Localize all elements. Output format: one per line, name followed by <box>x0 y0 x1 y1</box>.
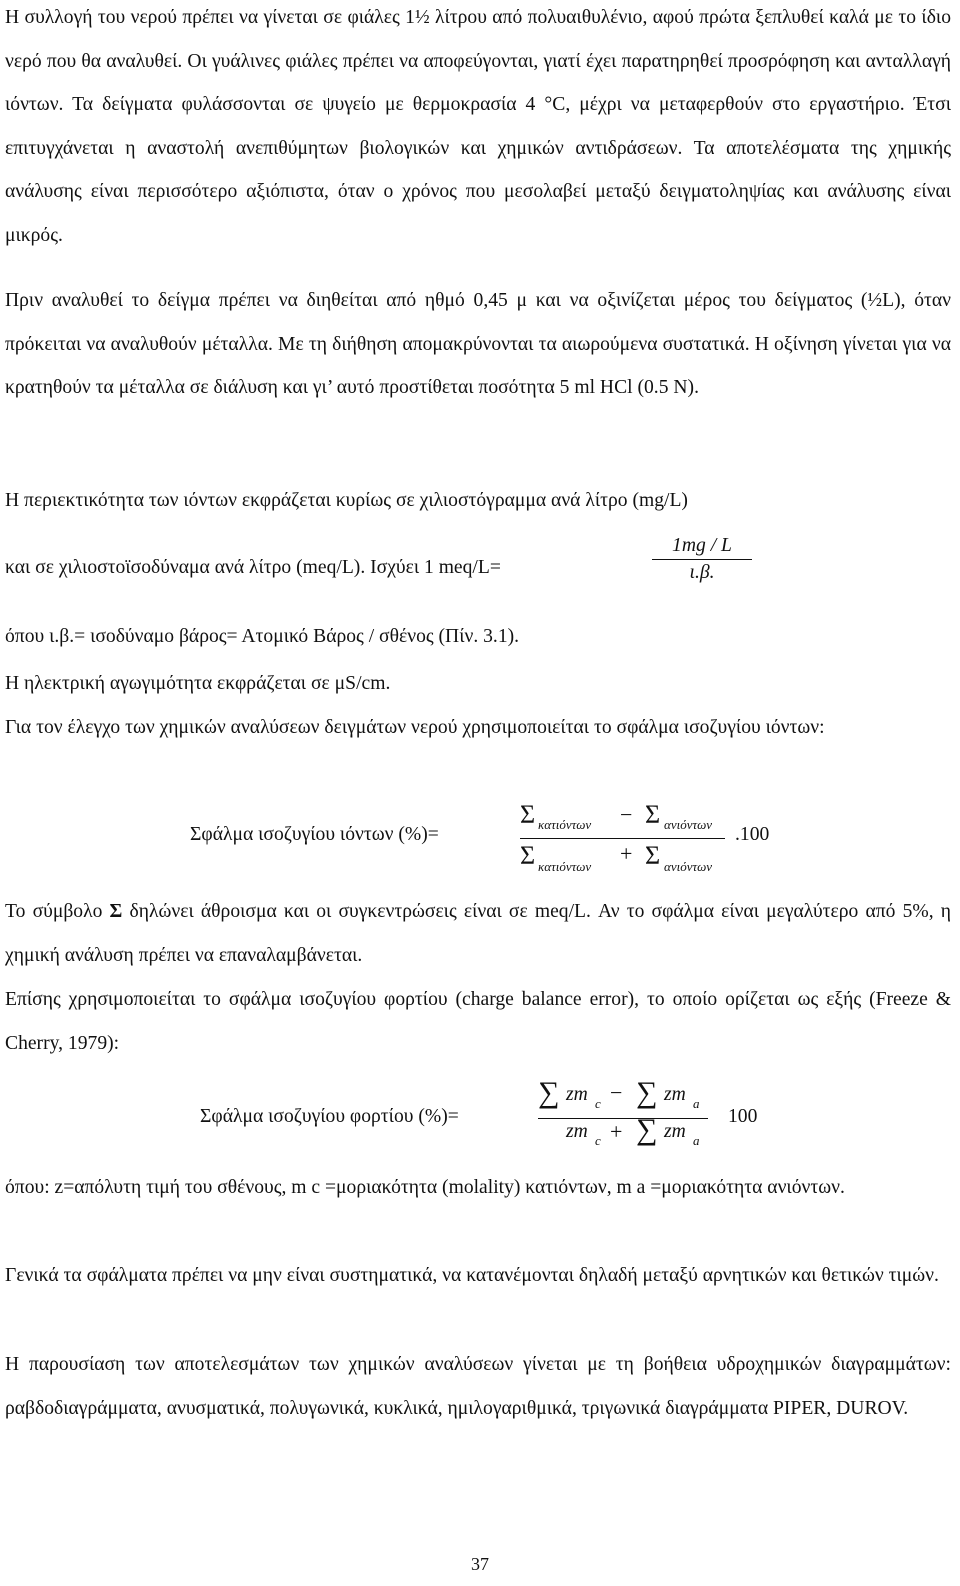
minus-sign: − <box>610 1080 623 1105</box>
sum-symbol: ∑ <box>636 1076 658 1109</box>
charge-balance-formula-label: Σφάλμα ισοζυγίου φορτίου (%)= <box>200 1106 459 1127</box>
sum-symbol: ∑ <box>538 1076 560 1109</box>
multiplier-100: 100 <box>728 1106 758 1127</box>
plus-sign: + <box>620 841 633 866</box>
sum-symbol: Σ <box>645 800 661 829</box>
paragraph-filtration: Πριν αναλυθεί το δείγμα πρέπει να διηθείται από ηθμό 0,45 μ και να οξινίζεται μέρος του δείγματος (½L), όταν πρόκειται να αναλυθούν μέταλλα. Με τη διήθηση απομακρύνονται τα αιωρούμενα συστατικά. Η οξίνηση γίνεται για να κρατηθούν τα μέταλλα σε διάλυση και γι’ αυτό προστίθεται ποσότητα 5 ml HCl (0.5 N). <box>5 290 951 398</box>
subscript-a: a <box>693 1133 700 1148</box>
fraction-bar <box>652 559 752 560</box>
paragraph-ion-balance-intro: Για τον έλεγχο των χημικών αναλύσεων δειγμάτων νερού χρησιμοποιείται το σφάλμα ισοζυγίου ιόντων: <box>5 717 825 738</box>
zm-term: zm <box>664 1121 686 1142</box>
subscript-a: a <box>693 1096 700 1111</box>
meq-definition-text: και σε χιλιοστοϊσοδύναμα ανά λίτρο (meq/L). Ισχύει 1 meq/L= <box>5 557 501 578</box>
page-number: 37 <box>471 1554 489 1574</box>
ion-balance-fraction <box>520 802 725 873</box>
paragraph-charge-balance-intro: Επίσης χρησιμοποιείται το σφάλμα ισοζυγίου φορτίου (charge balance error), το οποίο ορίζεται ως εξής (Freeze & Cherry, 1979): <box>5 989 951 1054</box>
sigma-meaning-text-end: δηλώνει άθροισμα και οι συγκεντρώσεις είναι σε meq/L. Αν το σφάλμα είναι μεγαλύτερο από 5%, η χημική ανάλυση πρέπει να επαναλαμβάνεται. <box>5 901 951 966</box>
subscript-c: c <box>595 1096 601 1111</box>
paragraph-equivalent-weight: όπου ι.β.= ισοδύναμο βάρος= Ατομικό Βάρος / σθένος (Πίν. 3.1). <box>5 626 520 647</box>
zm-term: zm <box>664 1084 686 1105</box>
meq-fraction-denominator: ι.β. <box>689 562 715 583</box>
meq-fraction <box>652 535 752 584</box>
paragraph-diagrams: Η παρουσίαση των αποτελεσμάτων των χημικών αναλύσεων γίνεται με τη βοήθεια υδροχημικών διαγραμμάτων: ραβδοδιαγράμματα, ανυσματικά, πολυγωνικά, κυκλικά, ημιλογαριθμικά, τριγωνικά διαγράμματα PIPER, DUROV. <box>5 1354 951 1419</box>
paragraph-conductivity: Η ηλεκτρική αγωγιμότητα εκφράζεται σε μS/cm. <box>5 673 391 694</box>
cations-subscript: κατιόντων <box>538 817 592 832</box>
subscript-c: c <box>595 1133 601 1148</box>
paragraph-systematic-errors: Γενικά τα σφάλματα πρέπει να μην είναι συστηματικά, να κατανέμονται δηλαδή μεταξύ αρνητικών και θετικών τιμών. <box>5 1265 939 1286</box>
sigma-meaning-text-start: Το σύμβολο <box>5 901 110 922</box>
anions-subscript: ανιόντων <box>664 859 713 874</box>
sum-symbol: Σ <box>520 841 536 870</box>
paragraph-variable-definitions: όπου: z=απόλυτη τιμή του σθένους, m c =μοριακότητα (molality) κατιόντων, m a =μοριακότητα ανιόντων. <box>5 1177 845 1198</box>
multiplier-100: .100 <box>735 824 770 845</box>
sum-symbol: Σ <box>645 841 661 870</box>
minus-sign: − <box>620 802 633 827</box>
sigma-symbol: Σ <box>109 901 123 922</box>
sum-symbol: ∑ <box>636 1113 658 1146</box>
charge-balance-fraction <box>538 1076 718 1155</box>
cations-subscript: κατιόντων <box>538 859 592 874</box>
paragraph-concentration-line1: Η περιεκτικότητα των ιόντων εκφράζεται κυρίως σε χιλιοστόγραμμα ανά λίτρο (mg/L) <box>5 490 688 511</box>
zm-term: zm <box>566 1084 588 1105</box>
meq-fraction-numerator: 1mg / L <box>672 535 732 556</box>
ion-balance-formula-label: Σφάλμα ισοζυγίου ιόντων (%)= <box>190 824 439 845</box>
paragraph-water-collection: Η συλλογή του νερού πρέπει να γίνεται σε φιάλες 1½ λίτρου από πολυαιθυλένιο, αφού πρώτα ξεπλυθεί καλά με το ίδιο νερό που θα αναλυθεί. Οι γυάλινες φιάλες πρέπει να αποφεύγονται, γιατί έχει παρατηρηθεί προσρόφηση και ανταλλαγή ιόντων. Τα δείγματα φυλάσσονται σε ψυγείο με θερμοκρασία 4 °C, μέχρι να μεταφερθούν στο εργαστήριο. Έτσι επιτυγχάνεται η αναστολή ανεπιθύμητων βιολογικών και χημικών αντιδράσεων. Τα αποτελέσματα της χημικής ανάλυσης είναι περισσότερο αξιόπιστα, όταν ο χρόνος που μεσολαβεί μεταξύ δειγματοληψίας και ανάλυσης είναι μικρός. <box>5 7 951 246</box>
anions-subscript: ανιόντων <box>664 817 713 832</box>
plus-sign: + <box>610 1119 623 1144</box>
paragraph-concentration-line2 <box>5 553 501 583</box>
zm-term: zm <box>566 1121 588 1142</box>
paragraph-sigma-meaning <box>5 890 951 977</box>
sum-symbol: Σ <box>520 800 536 829</box>
